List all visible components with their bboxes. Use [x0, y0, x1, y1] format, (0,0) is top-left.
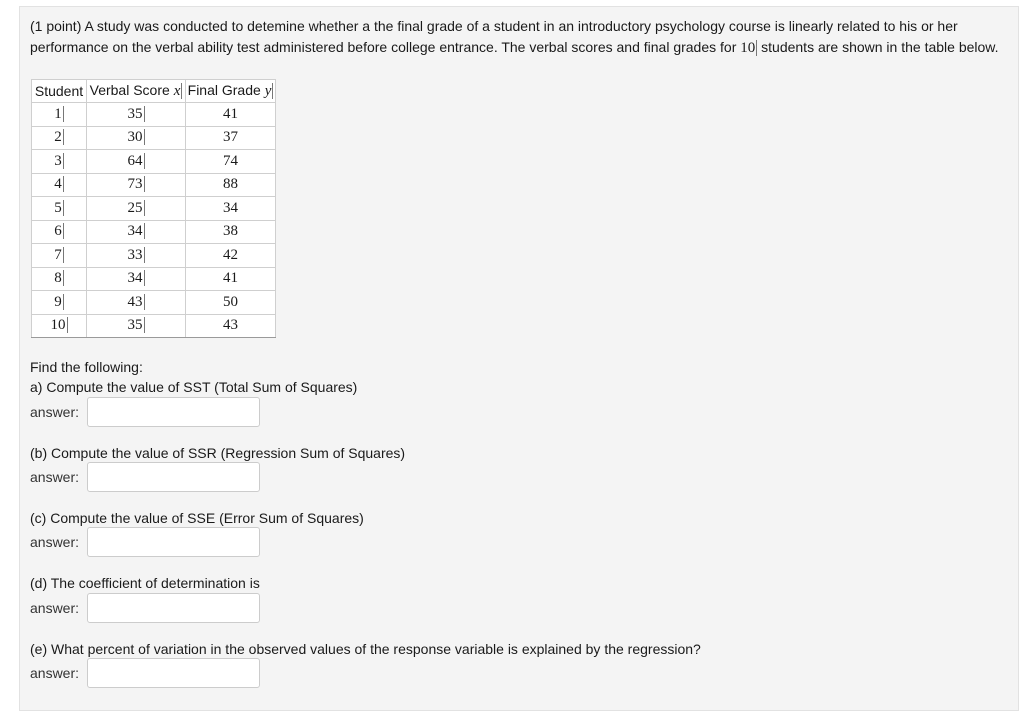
question-b: (b) Compute the value of SSR (Regression Sum of Squares) [30, 445, 406, 461]
cell-final-grade: 41 [223, 270, 238, 287]
cell-final-grade: 34 [223, 199, 238, 216]
cell-student: 6 [54, 223, 62, 240]
table-row [32, 197, 276, 221]
cell-student-wrapper [32, 173, 87, 197]
header-student: Student [32, 80, 87, 103]
cell-student: 2 [54, 129, 62, 146]
cell-verbal-score-wrapper [87, 150, 186, 174]
cell-verbal-score-wrapper [87, 173, 186, 197]
cell-final-grade-wrapper [186, 197, 276, 221]
cell-verbal-score: 25 [127, 199, 143, 216]
student-count: 10 [740, 39, 756, 56]
cell-student-wrapper [32, 150, 87, 174]
cell-student: 9 [54, 293, 62, 310]
cell-verbal-score: 64 [127, 152, 143, 169]
cell-student-wrapper [32, 103, 87, 127]
answer-label-e: answer: [30, 665, 80, 681]
cell-final-grade-wrapper [186, 173, 276, 197]
answer-input-b[interactable] [87, 462, 260, 492]
table-row [32, 244, 276, 268]
cell-verbal-score: 35 [127, 317, 143, 334]
cell-student: 5 [54, 199, 62, 216]
table-row [32, 267, 276, 291]
answer-label-b: answer: [30, 469, 80, 485]
cell-student: 10 [50, 317, 66, 334]
cell-final-grade-wrapper [186, 126, 276, 150]
cell-final-grade-wrapper [186, 150, 276, 174]
cell-student: 1 [54, 105, 62, 122]
table-row [32, 173, 276, 197]
problem-panel [19, 6, 1019, 711]
answer-input-a[interactable] [87, 397, 260, 427]
answer-input-e[interactable] [87, 658, 260, 688]
cell-final-grade: 37 [223, 129, 238, 146]
table-row [32, 220, 276, 244]
table-row [32, 126, 276, 150]
answer-label-d: answer: [30, 600, 80, 616]
cell-student-wrapper [32, 126, 87, 150]
cell-verbal-score-wrapper [87, 197, 186, 221]
cell-verbal-score-wrapper [87, 103, 186, 127]
answer-input-c[interactable] [87, 527, 260, 557]
cell-final-grade-wrapper [186, 103, 276, 127]
cell-student-wrapper [32, 314, 87, 338]
header-grade-var: y [264, 83, 272, 99]
table-header-row [32, 80, 276, 103]
cell-verbal-score-wrapper [87, 126, 186, 150]
cell-final-grade: 50 [223, 293, 238, 310]
question-a: a) Compute the value of SST (Total Sum of Squares) [30, 379, 358, 395]
problem-text-2: students are shown in the table below. [757, 38, 999, 55]
table-row [32, 150, 276, 174]
cell-final-grade: 41 [223, 105, 238, 122]
cell-verbal-score-wrapper [87, 244, 186, 268]
data-table [31, 79, 276, 338]
cell-student: 3 [54, 152, 62, 169]
question-e: (e) What percent of variation in the observed values of the response variable is explained by the regression? [30, 641, 701, 657]
cell-verbal-score-wrapper [87, 220, 186, 244]
cell-final-grade-wrapper [186, 267, 276, 291]
question-d: (d) The coefficient of determination is [30, 575, 260, 591]
cell-final-grade: 42 [223, 246, 238, 263]
cell-student-wrapper [32, 267, 87, 291]
cell-verbal-score-wrapper [87, 291, 186, 315]
table-row [32, 314, 276, 338]
answer-label-a: answer: [30, 404, 80, 420]
cell-student-wrapper [32, 291, 87, 315]
question-c: (c) Compute the value of SSE (Error Sum of Squares) [30, 510, 364, 526]
cell-verbal-score: 30 [127, 129, 143, 146]
answer-input-d[interactable] [87, 593, 260, 623]
cell-verbal-score: 73 [127, 176, 143, 193]
header-final-grade [186, 80, 276, 103]
cell-final-grade: 74 [223, 152, 238, 169]
answer-label-c: answer: [30, 534, 80, 550]
cell-verbal-score-wrapper [87, 267, 186, 291]
problem-text-1: A study was conducted to detemine whether a the final grade of a student in an introductory psychology course is linearly related to his or her performance on the verbal ability test administered before college entrance. The verbal scores and final grades for [30, 18, 958, 55]
cell-final-grade-wrapper [186, 291, 276, 315]
cell-final-grade-wrapper [186, 220, 276, 244]
header-verbal-label: Verbal Score [89, 82, 170, 98]
cell-student: 8 [54, 270, 62, 287]
points-label: (1 point) [30, 18, 82, 34]
cell-verbal-score: 43 [127, 293, 143, 310]
table-body [32, 103, 276, 338]
cell-verbal-score: 33 [127, 246, 143, 263]
cell-verbal-score: 35 [127, 105, 143, 122]
cell-student-wrapper [32, 197, 87, 221]
cell-verbal-score: 34 [127, 223, 143, 240]
cell-final-grade: 88 [223, 176, 238, 193]
header-verbal-score [87, 80, 186, 103]
cell-final-grade-wrapper [186, 244, 276, 268]
cell-final-grade: 38 [223, 223, 238, 240]
header-verbal-var: x [173, 83, 181, 99]
cell-student: 4 [54, 176, 62, 193]
cell-final-grade-wrapper [186, 314, 276, 338]
problem-statement [30, 16, 1005, 58]
cell-student-wrapper [32, 244, 87, 268]
table-row [32, 291, 276, 315]
table-row [32, 103, 276, 127]
cell-student-wrapper [32, 220, 87, 244]
cell-student: 7 [54, 246, 62, 263]
find-following-text: Find the following: [30, 359, 143, 375]
cell-verbal-score-wrapper [87, 314, 186, 338]
cell-final-grade: 43 [223, 317, 238, 334]
header-grade-label: Final Grade [187, 82, 261, 98]
cell-verbal-score: 34 [127, 270, 143, 287]
